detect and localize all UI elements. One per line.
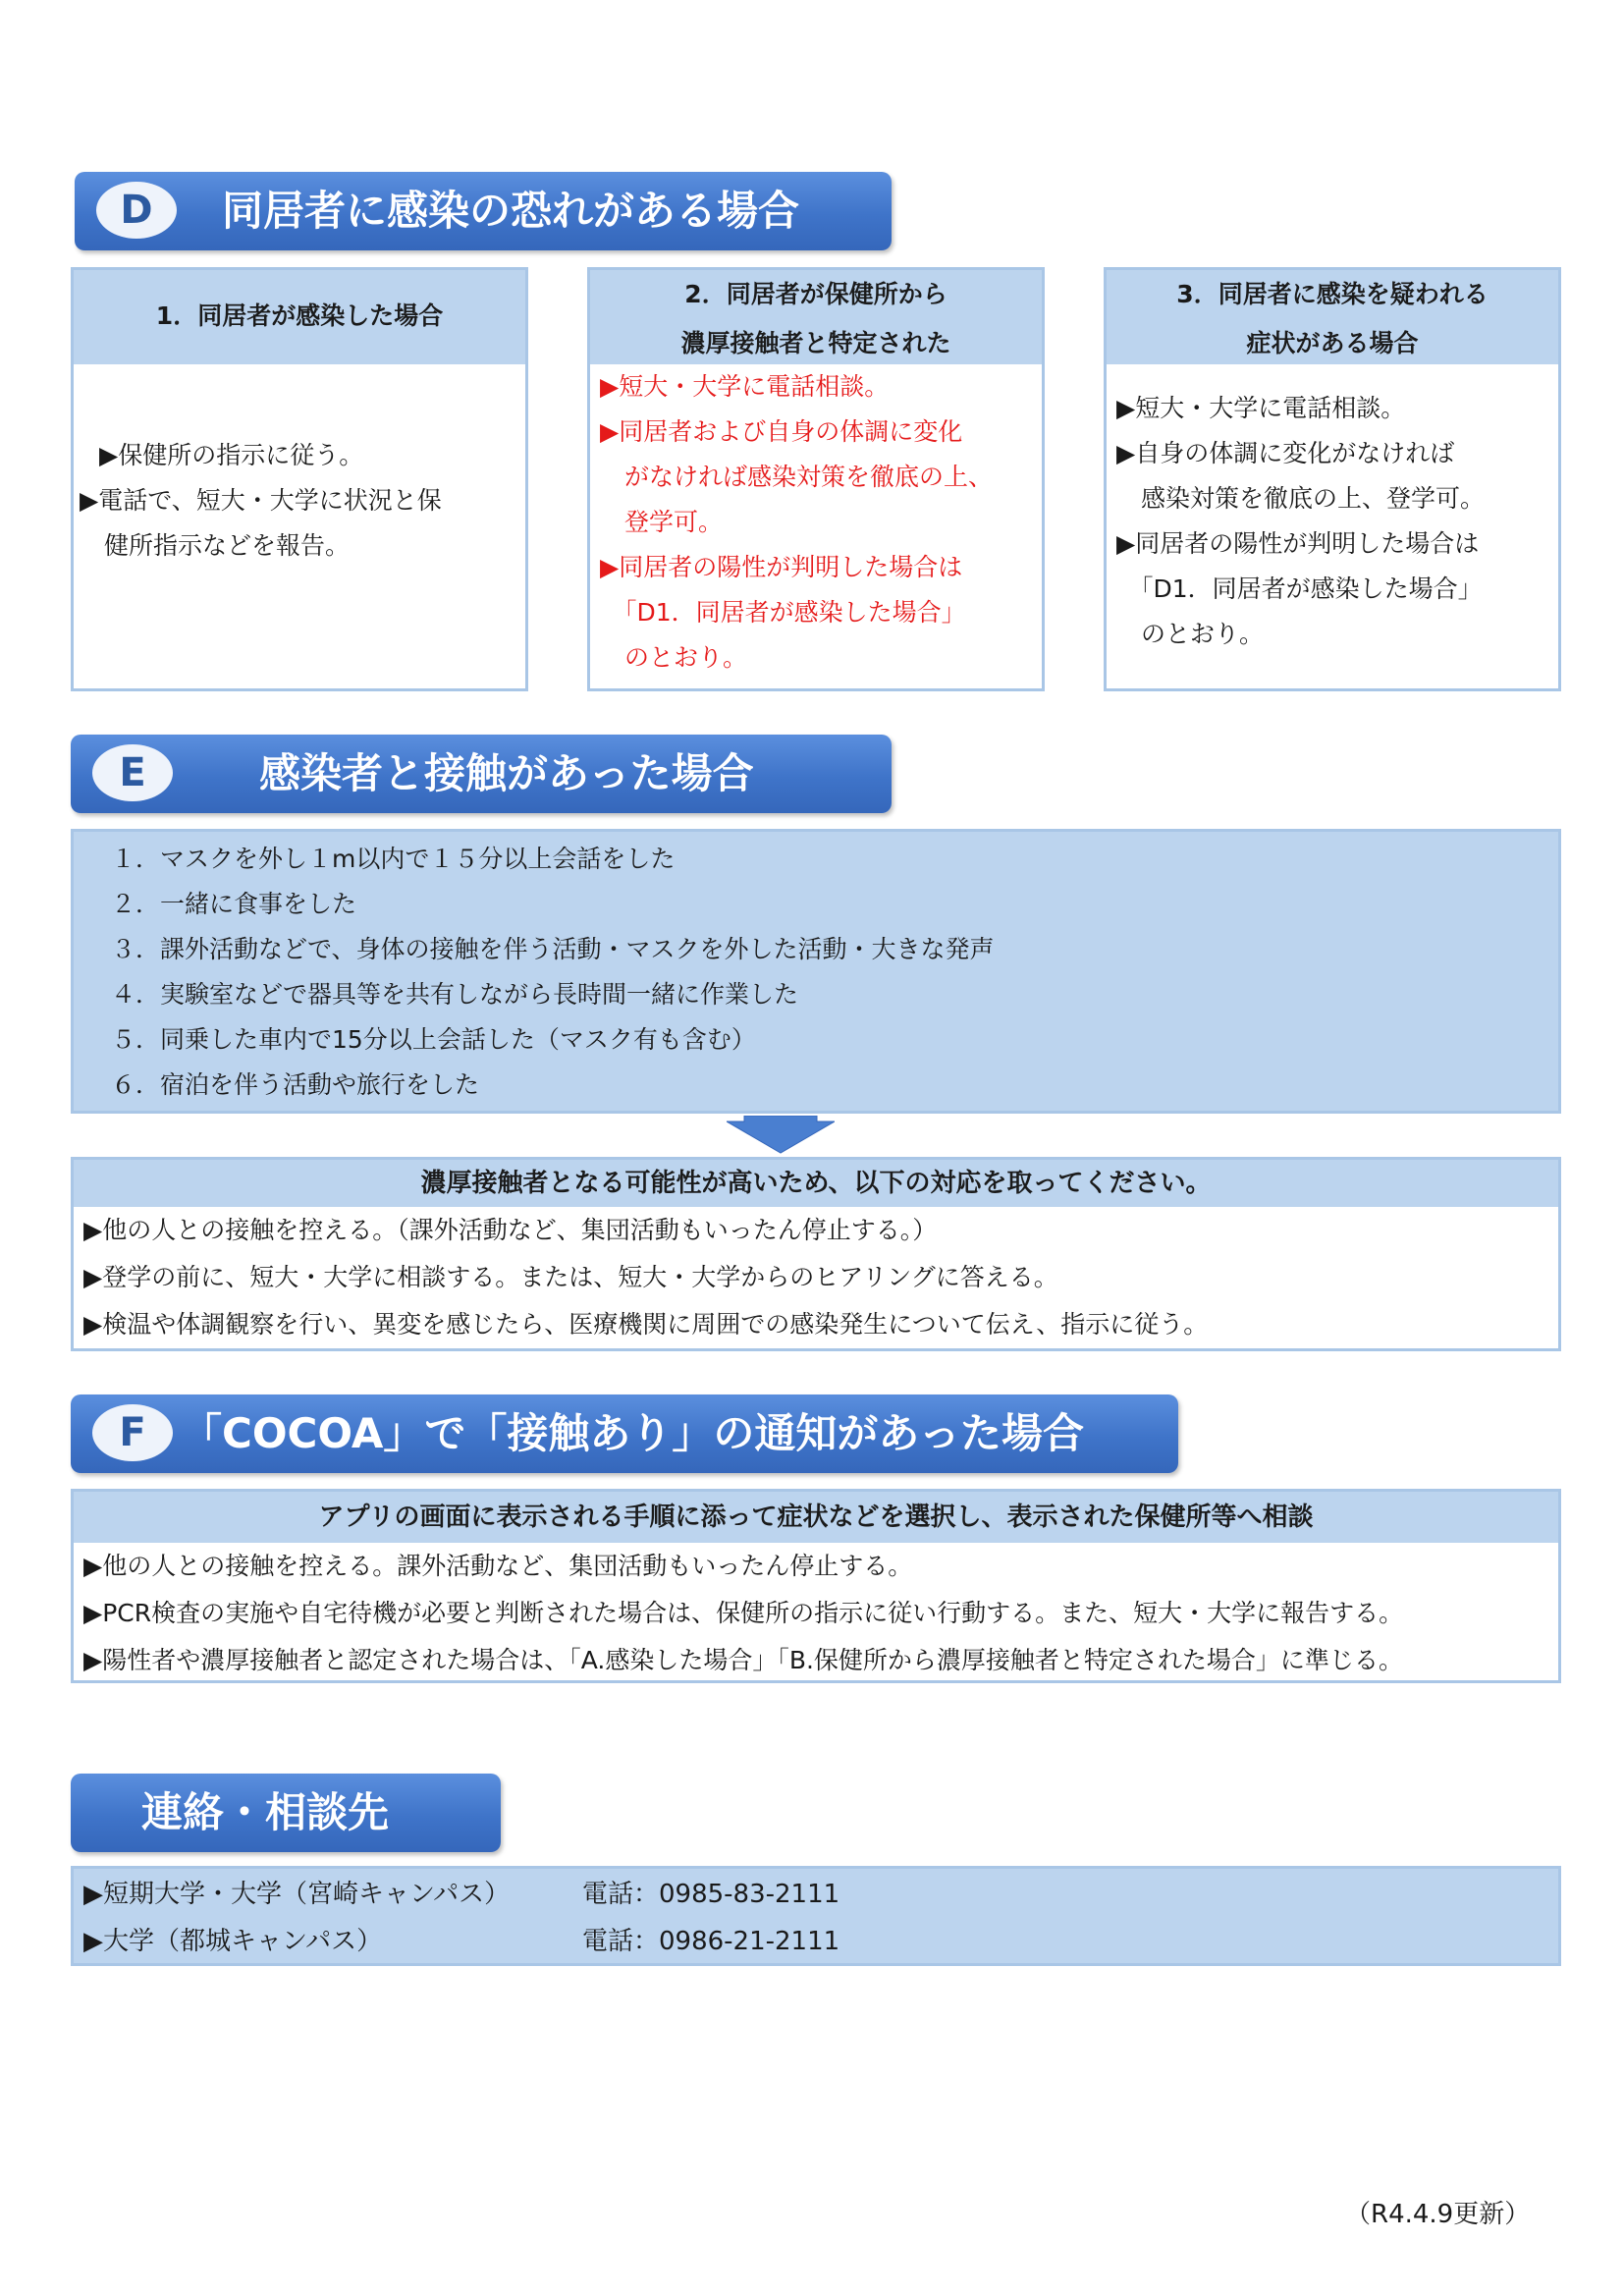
- e-contact-list: [71, 829, 1561, 1114]
- e-response-box: [71, 1157, 1561, 1351]
- contact-entry: [83, 1871, 1558, 1918]
- section-f-title: 「COCOA」で「接触あり」の通知があった場合: [181, 1409, 1085, 1457]
- d-box-3-line: 感染対策を徹底の上、登学可。: [1116, 484, 1486, 513]
- d-box-3-heading-line: 3．同居者に感染を疑われる: [1176, 280, 1489, 308]
- d-box-2: [587, 267, 1045, 691]
- contact-name: ▶大学（都城キャンパス）: [83, 1927, 383, 1956]
- d-box-3-line: ▶自身の体調に変化がなければ: [1116, 439, 1455, 467]
- d-box-3-body: [1107, 386, 1558, 657]
- section-e-letter-badge: E: [92, 744, 173, 801]
- d-box-2-line: がなければ感染対策を徹底の上、: [600, 463, 994, 491]
- e-contact-item: ５．同乗した車内で15分以上会話した（マスク有も含む）: [111, 1025, 756, 1054]
- contact-entry: [83, 1918, 1558, 1965]
- d-box-2-line: ▶同居者および自身の体調に変化: [600, 417, 963, 446]
- e-response-heading: 濃厚接触者となる可能性が高いため、以下の対応を取ってください。: [74, 1160, 1558, 1207]
- d-box-1: [71, 267, 528, 691]
- d-box-3-heading: [1107, 270, 1558, 364]
- section-e-banner: [71, 735, 892, 813]
- d-box-2-heading-line: 濃厚接触者と特定された: [680, 329, 951, 357]
- contact-phone: 電話：0986-21-2111: [582, 1927, 840, 1956]
- d-box-1-line: ▶保健所の指示に従う。: [99, 441, 364, 469]
- contact-phone: 電話：0985-83-2111: [582, 1880, 840, 1909]
- contact-title: 連絡・相談先: [141, 1788, 390, 1836]
- contact-banner: [71, 1774, 501, 1852]
- e-contact-item: １．マスクを外し１m以内で１５分以上会話をした: [111, 845, 676, 873]
- update-note: （R4.4.9更新）: [1345, 2200, 1531, 2229]
- contact-name: ▶短期大学・大学（宮崎キャンパス）: [83, 1880, 511, 1909]
- section-e-title: 感染者と接触があった場合: [259, 749, 754, 797]
- d-box-2-heading: [590, 270, 1042, 364]
- e-response-line: ▶他の人との接触を控える。（課外活動など、集団活動もいったん停止する。）: [83, 1216, 938, 1244]
- section-f-letter-badge: F: [92, 1404, 173, 1461]
- d-box-2-line: ▶同居者の陽性が判明した場合は: [600, 553, 963, 581]
- d-box-2-line: ▶短大・大学に電話相談。: [600, 372, 890, 401]
- d-box-1-heading-line: 1．同居者が感染した場合: [155, 301, 444, 330]
- d-box-1-heading: [74, 270, 525, 364]
- d-box-3-line: ▶短大・大学に電話相談。: [1116, 394, 1406, 422]
- d-box-3-heading-line: 症状がある場合: [1246, 329, 1419, 357]
- d-box-3-line: ▶同居者の陽性が判明した場合は: [1116, 529, 1480, 558]
- e-contact-item: ３．課外活動などで、身体の接触を伴う活動・マスクを外した活動・大きな発声: [111, 935, 995, 963]
- d-box-3: [1104, 267, 1561, 691]
- d-box-2-line: 登学可。: [600, 508, 724, 536]
- arrow-down-icon: [727, 1116, 835, 1155]
- contact-panel: [71, 1866, 1561, 1966]
- e-contact-item: ２．一緒に食事をした: [111, 890, 357, 918]
- d-box-2-line: のとおり。: [600, 643, 748, 672]
- f-instruction-heading: アプリの画面に表示される手順に添って症状などを選択し、表示された保健所等へ相談: [74, 1492, 1558, 1543]
- section-d-letter-badge: D: [96, 182, 177, 239]
- d-box-3-line: のとおり。: [1116, 620, 1265, 648]
- d-box-1-line: 健所指示などを報告。: [80, 531, 351, 560]
- d-box-2-heading-line: 2．同居者が保健所から: [684, 280, 947, 308]
- d-box-2-line: 「D1．同居者が感染した場合」: [600, 598, 966, 627]
- f-instruction-box: [71, 1489, 1561, 1683]
- e-contact-item: ６．宿泊を伴う活動や旅行をした: [111, 1070, 480, 1099]
- f-instruction-line: ▶PCR検査の実施や自宅待機が必要と判断された場合は、保健所の指示に従い行動する。また、短大・大学に報告する。: [83, 1599, 1404, 1627]
- section-d-banner: [75, 172, 892, 250]
- d-box-3-line: 「D1．同居者が感染した場合」: [1116, 574, 1483, 603]
- f-instruction-line: ▶他の人との接触を控える。課外活動など、集団活動もいったん停止する。: [83, 1552, 913, 1580]
- e-response-line: ▶登学の前に、短大・大学に相談する。または、短大・大学からのヒアリングに答える。: [83, 1263, 1058, 1291]
- e-contact-item: ４．実験室などで器具等を共有しながら長時間一緒に作業した: [111, 980, 799, 1009]
- e-response-line: ▶検温や体調観察を行い、異変を感じたら、医療機関に周囲での感染発生について伝え、指示に従う。: [83, 1310, 1209, 1339]
- d-box-1-line: ▶電話で、短大・大学に状況と保: [80, 486, 442, 515]
- d-box-2-body: [590, 364, 1042, 681]
- d-box-1-body: [74, 433, 525, 569]
- section-f-banner: [71, 1394, 1178, 1473]
- f-instruction-line: ▶陽性者や濃厚接触者と認定された場合は、「A.感染した場合」「B.保健所から濃厚接触者と特定された場合」に準じる。: [83, 1646, 1403, 1674]
- section-d-title: 同居者に感染の恐れがある場合: [222, 187, 800, 235]
